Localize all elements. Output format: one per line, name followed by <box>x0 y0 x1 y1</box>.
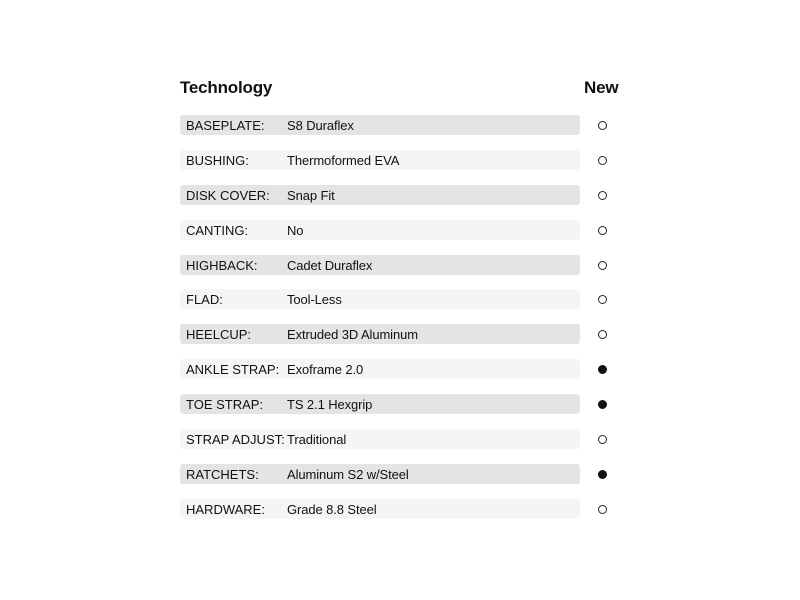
spec-row-heelcup <box>180 324 625 359</box>
spec-value: No <box>287 222 304 238</box>
spec-value: Snap Fit <box>287 187 335 203</box>
spec-label: CANTING: <box>186 222 249 238</box>
spec-label: BUSHING: <box>186 152 249 168</box>
new-empty-circle-icon <box>598 435 607 444</box>
spec-row-canting <box>180 220 625 255</box>
table-header <box>180 78 625 102</box>
spec-value: Grade 8.8 Steel <box>287 501 377 517</box>
spec-label: TOE STRAP: <box>186 397 264 413</box>
spec-label: RATCHETS: <box>186 466 259 482</box>
spec-label: BASEPLATE: <box>186 118 265 133</box>
new-empty-circle-icon <box>598 191 607 200</box>
new-filled-dot-icon <box>598 365 607 374</box>
spec-row-toe-strap <box>180 394 625 429</box>
new-empty-circle-icon <box>598 226 607 235</box>
new-empty-circle-icon <box>598 505 607 514</box>
spec-label: HARDWARE: <box>186 501 265 517</box>
spec-value: Traditional <box>287 432 347 448</box>
new-empty-circle-icon <box>598 330 607 339</box>
spec-label: DISK COVER: <box>186 187 270 203</box>
new-heading: New <box>584 78 619 97</box>
spec-label: HIGHBACK: <box>186 257 258 273</box>
spec-row-bushing <box>180 150 625 185</box>
new-empty-circle-icon <box>598 156 607 165</box>
spec-rows <box>180 115 625 534</box>
spec-value: Exoframe 2.0 <box>287 362 364 378</box>
new-filled-dot-icon <box>598 470 607 479</box>
spec-row-ratchets <box>180 464 625 499</box>
spec-row-ankle-strap <box>180 359 625 394</box>
spec-value: S8 Duraflex <box>287 118 354 133</box>
spec-row-flad <box>180 289 625 324</box>
new-empty-circle-icon <box>598 261 607 270</box>
technology-spec-table <box>180 78 625 517</box>
new-empty-circle-icon <box>598 121 607 130</box>
spec-label: ANKLE STRAP: <box>186 362 280 378</box>
spec-row-strap-adjust <box>180 429 625 464</box>
spec-label: STRAP ADJUST: <box>186 432 285 448</box>
new-filled-dot-icon <box>598 400 607 409</box>
spec-value: Tool-Less <box>287 292 342 308</box>
row-background <box>180 289 580 309</box>
spec-row-baseplate <box>180 115 625 150</box>
spec-label: FLAD: <box>186 292 223 308</box>
spec-label: HEELCUP: <box>186 327 252 343</box>
spec-value: Aluminum S2 w/Steel <box>287 466 409 482</box>
spec-value: TS 2.1 Hexgrip <box>287 397 373 413</box>
new-empty-circle-icon <box>598 295 607 304</box>
spec-row-hardware <box>180 499 625 534</box>
spec-value: Cadet Duraflex <box>287 257 373 273</box>
spec-row-highback <box>180 255 625 290</box>
spec-value: Extruded 3D Aluminum <box>287 327 418 343</box>
spec-row-disk-cover <box>180 185 625 220</box>
technology-heading: Technology <box>180 78 273 97</box>
spec-value: Thermoformed EVA <box>287 152 400 168</box>
